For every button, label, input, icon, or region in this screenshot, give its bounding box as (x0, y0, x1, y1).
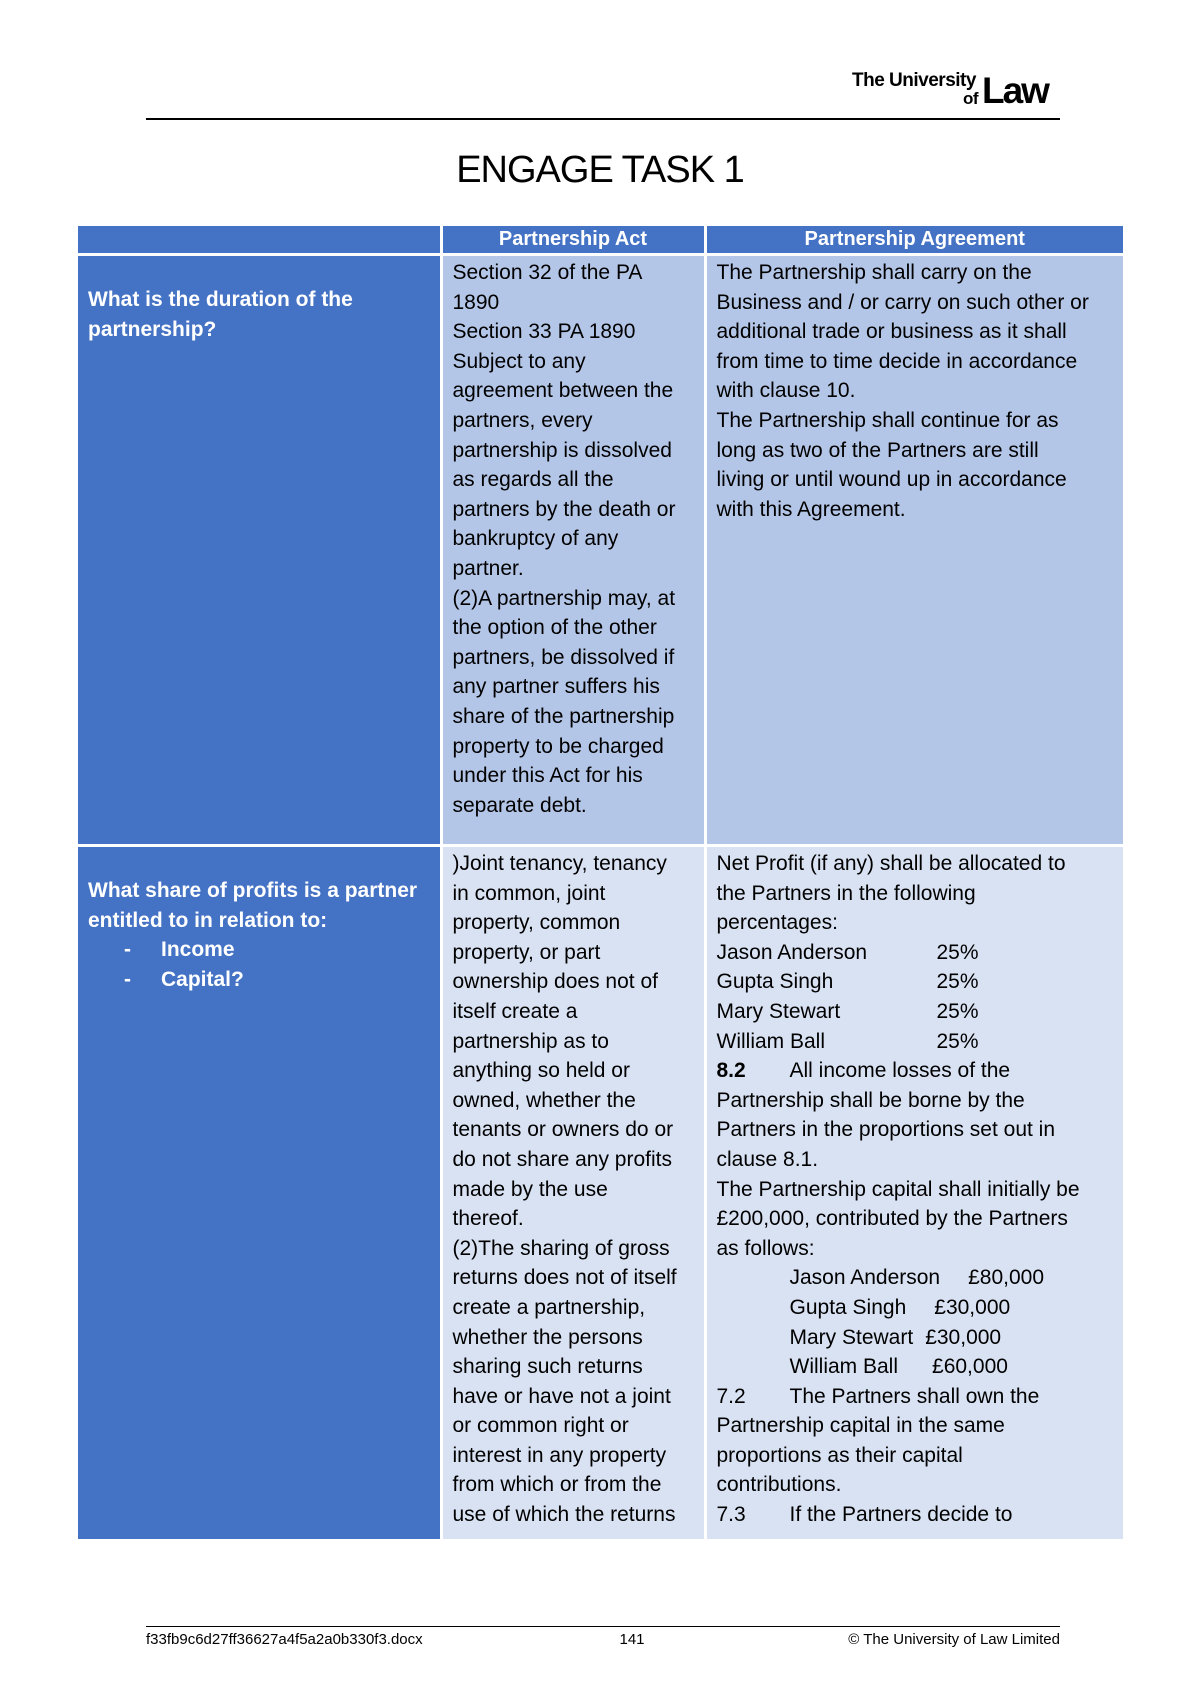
question-text: What share of profits is a partner entitled to in relation to: (88, 879, 418, 932)
capital-contribution-row (717, 1352, 1114, 1382)
page-title: ENGAGE TASK 1 (456, 149, 744, 191)
clause-number: 7.2 (716, 1384, 746, 1408)
footer-filename: f33fb9c6d27ff36627a4f5a2a0b330f3.docx (146, 1631, 423, 1648)
agreement-cell (705, 846, 1123, 1540)
agreement-text (717, 849, 1114, 1530)
text-line: The Partnership shall continue for as (716, 408, 1059, 432)
clause-number: 7.3 (716, 1503, 746, 1527)
text-line: additional trade or business as it shall (716, 320, 1067, 344)
act-cell (441, 846, 705, 1540)
footer-divider (146, 1626, 1060, 1627)
clause-line (717, 1500, 1114, 1530)
text-line: Subject to any (452, 349, 586, 373)
text-line: £200,000, contributed by the Partners (716, 1207, 1068, 1231)
text-line: share of the partnership (452, 704, 675, 728)
act-cell (441, 255, 705, 846)
text-line: Section 32 of the PA (452, 261, 643, 284)
text-line: in common, joint (452, 881, 606, 905)
text-line: separate debt. (452, 793, 587, 817)
partner-name: Mary Stewart (716, 999, 841, 1023)
bullet-marker: - (124, 938, 131, 962)
text-line: Partnership shall be borne by the (716, 1088, 1025, 1112)
header-cell-act: Partnership Act (441, 226, 705, 255)
text-line: The Partnership shall carry on the (716, 261, 1032, 284)
text-line: (2)A partnership may, at (452, 586, 676, 610)
text-line: partnership as to (452, 1029, 609, 1053)
agreement-cell (705, 255, 1123, 846)
capital-contribution-row (717, 1323, 1114, 1353)
bullet-item (88, 965, 430, 995)
text-line: made by the use (452, 1177, 608, 1201)
footer-copyright: © The University of Law Limited (848, 1631, 1060, 1648)
text-line: property, common (452, 911, 621, 935)
text-line: with clause 10. (716, 379, 856, 403)
text-line: proportions as their capital (716, 1443, 963, 1467)
text-line: use of which the returns (452, 1503, 676, 1527)
text-line: from time to time decide in accordance (716, 349, 1078, 373)
text-line: 1890 (452, 290, 500, 314)
partner-percentage: 25% (936, 1029, 979, 1053)
contribution-amount: £30,000 (925, 1325, 1002, 1349)
text-line: long as two of the Partners are still (716, 438, 1039, 462)
partner-name: Gupta Singh (789, 1295, 907, 1319)
footer-page-number: 141 (619, 1631, 645, 1648)
text-line: partnership is dissolved (452, 438, 672, 462)
text-line: )Joint tenancy, tenancy (452, 852, 667, 875)
text-line: from which or from the (452, 1473, 662, 1497)
profit-share-row (717, 997, 1114, 1027)
text-line: Net Profit (if any) shall be allocated to (716, 852, 1066, 875)
text-line: the option of the other (452, 616, 657, 640)
text-line: as follows: (716, 1236, 815, 1260)
text-line: property, or part (452, 940, 601, 964)
capital-contribution-row (717, 1263, 1114, 1293)
partner-name: William Ball (716, 1029, 826, 1053)
contribution-amount: £30,000 (934, 1295, 1011, 1319)
table-header-row (78, 226, 1123, 255)
profit-share-row (717, 938, 1114, 968)
clause-text: If the Partners decide to (789, 1503, 1013, 1527)
header-divider (146, 118, 1060, 120)
partner-percentage: 25% (936, 999, 979, 1023)
text-line: sharing such returns (452, 1355, 643, 1379)
text-line: Partnership capital in the same (716, 1414, 1005, 1438)
clause-line (717, 1056, 1114, 1086)
university-logo (850, 68, 1060, 112)
text-line: anything so held or (452, 1059, 630, 1083)
logo-text-line2: of (963, 89, 979, 108)
text-line: Partners in the proportions set out in (716, 1118, 1056, 1142)
text-line: ownership does not of (452, 970, 658, 994)
text-line: tenants or owners do or (452, 1118, 674, 1142)
text-line: owned, whether the (452, 1088, 636, 1112)
text-line: The Partnership capital shall initially be (716, 1177, 1080, 1201)
partner-name: Jason Anderson (789, 1266, 941, 1290)
text-line: Business and / or carry on such other or (716, 290, 1089, 314)
partner-name: Mary Stewart (789, 1325, 914, 1349)
header-cell-empty (78, 226, 441, 255)
clause-line (717, 1382, 1114, 1412)
partner-name: Jason Anderson (716, 940, 868, 964)
comparison-table (78, 226, 1123, 1539)
text-line: living or until wound up in accordance (716, 468, 1067, 492)
text-line: interest in any property (452, 1443, 667, 1467)
text-line: whether the persons (452, 1325, 643, 1349)
text-line: or common right or (452, 1414, 629, 1438)
partner-name: Gupta Singh (716, 970, 834, 994)
table-row (78, 846, 1123, 1540)
partner-name: William Ball (789, 1355, 899, 1379)
text-line: partner. (452, 556, 524, 580)
table-row (78, 255, 1123, 846)
text-line: with this Agreement. (716, 497, 906, 521)
profit-share-row (717, 967, 1114, 997)
clause-number: 8.2 (716, 1059, 746, 1083)
text-line: returns does not of itself (452, 1266, 677, 1290)
agreement-text (717, 258, 1114, 524)
text-line: (2)The sharing of gross (452, 1236, 670, 1260)
text-line: clause 8.1. (716, 1147, 819, 1171)
act-text (453, 849, 694, 1530)
text-line: do not share any profits (452, 1147, 672, 1171)
text-line: as regards all the (452, 468, 614, 492)
bullet-marker: - (124, 967, 131, 991)
text-line: bankruptcy of any (452, 527, 619, 551)
clause-text: The Partners shall own the (789, 1384, 1040, 1408)
bullet-text: Capital? (161, 967, 244, 991)
bullet-item (88, 935, 430, 965)
text-line: partners, every (452, 408, 593, 432)
partner-percentage: 25% (936, 970, 979, 994)
question-cell (78, 846, 441, 1540)
text-line: partners, be dissolved if (452, 645, 675, 669)
text-line: the Partners in the following (716, 881, 976, 905)
question-text: What is the duration of the partnership? (88, 288, 353, 341)
contribution-amount: £80,000 (968, 1266, 1045, 1290)
text-line: agreement between the (452, 379, 674, 403)
profit-share-row (717, 1027, 1114, 1057)
text-line: property to be charged (452, 734, 664, 758)
capital-contribution-row (717, 1293, 1114, 1323)
text-line: thereof. (452, 1207, 524, 1231)
logo-text-line3: Law (982, 70, 1048, 111)
text-line: under this Act for his (452, 764, 643, 788)
text-line: itself create a (452, 999, 578, 1023)
contribution-amount: £60,000 (932, 1355, 1008, 1379)
logo-text-line1: The University (852, 70, 976, 91)
question-cell (78, 255, 441, 846)
bullet-text: Income (161, 938, 235, 962)
text-line: any partner suffers his (452, 675, 660, 699)
act-text (453, 258, 694, 820)
header-cell-agreement: Partnership Agreement (705, 226, 1123, 255)
text-line: Section 33 PA 1890 (452, 320, 636, 344)
text-line: contributions. (716, 1473, 842, 1497)
text-line: create a partnership, (452, 1295, 646, 1319)
text-line: partners by the death or (452, 497, 676, 521)
clause-text: All income losses of the (789, 1059, 1011, 1083)
text-line: percentages: (716, 911, 838, 935)
partner-percentage: 25% (936, 940, 979, 964)
text-line: have or have not a joint (452, 1384, 671, 1408)
